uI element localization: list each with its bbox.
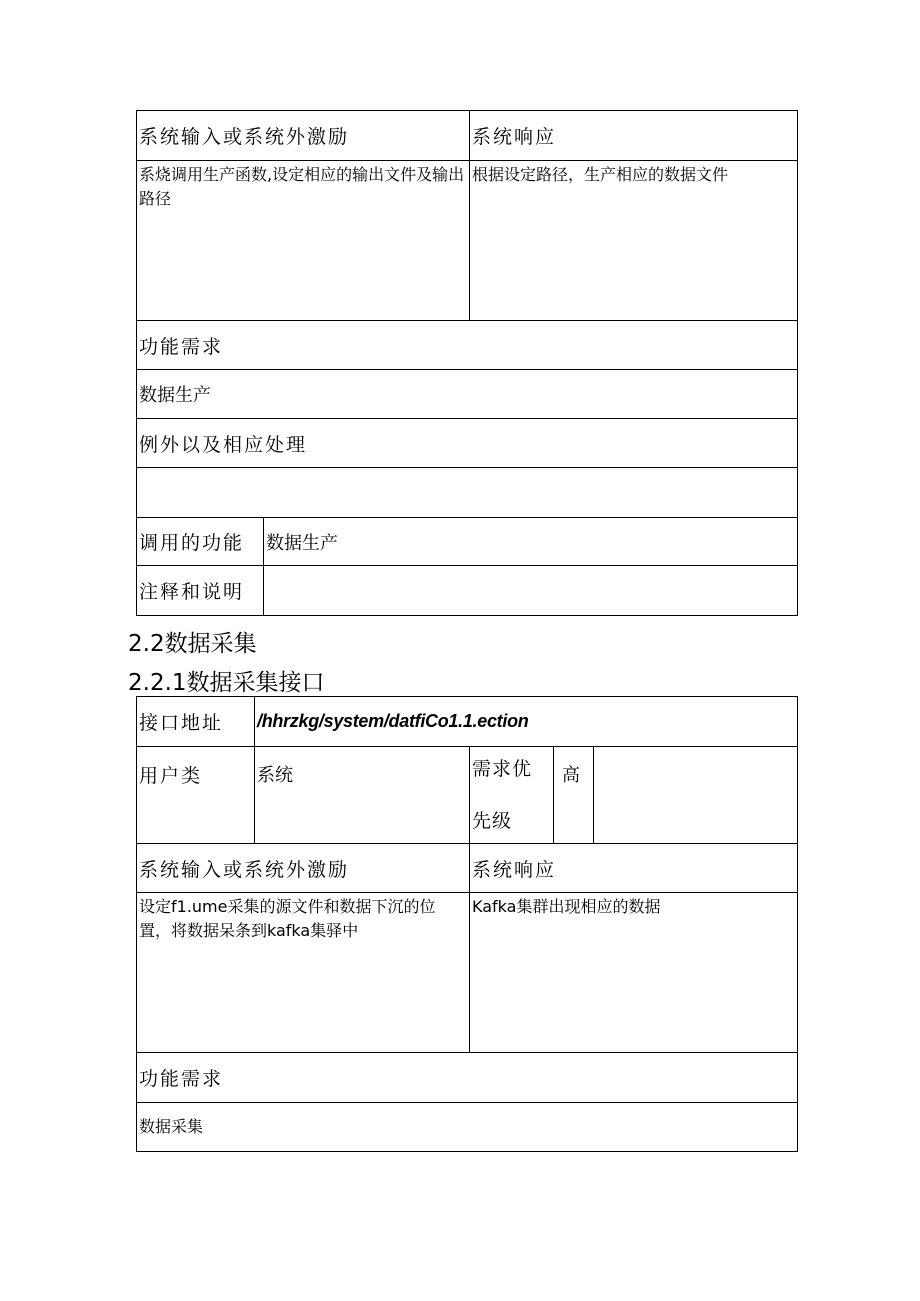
called-function-label-cell <box>137 518 264 566</box>
func-req-label-cell <box>137 321 798 370</box>
response-description-text-2: Kafka集群出现相应的数据 <box>472 897 661 916</box>
section-heading: 2.2数据采集 <box>128 631 257 657</box>
input-description-text: 系烧调用生产函数,设定相应的输出文件及输出路径 <box>139 165 465 208</box>
input-description-text-2: 设定f1.ume采集的源文件和数据下沉的位置，将数据呆条到kafka集驿中 <box>139 897 436 940</box>
response-header-cell <box>470 111 798 161</box>
func-req-label-cell-2 <box>137 1053 798 1103</box>
user-type-label-cell <box>137 747 255 844</box>
priority-label-line1: 需求优 <box>472 758 533 780</box>
requirements-table-data-production <box>136 110 798 616</box>
called-function-label: 调用的功能 <box>139 532 245 554</box>
called-function-value: 数据生产 <box>266 532 338 554</box>
user-type-label: 用户类 <box>139 765 203 787</box>
called-function-value-cell <box>264 518 798 566</box>
response-header-label-2: 系统响应 <box>472 858 557 881</box>
user-type-value-cell <box>255 747 470 844</box>
exception-label: 例外以及相应处理 <box>139 433 308 456</box>
subsection-heading: 2.2.1数据采集接口 <box>128 670 325 696</box>
interface-address-value-cell <box>255 697 798 747</box>
priority-label-line2: 先级 <box>472 810 513 832</box>
func-req-value: 数据生产 <box>139 385 211 406</box>
interface-address-value: /hhrzkg/system/datfiCo1.1.ection <box>257 711 529 731</box>
input-header-label-2: 系统输入或系统外激励 <box>139 858 350 881</box>
requirements-table-data-collection <box>136 696 798 1152</box>
input-header-label: 系统输入或系统外激励 <box>139 126 350 148</box>
response-description-cell <box>470 161 798 321</box>
func-req-value-2: 数据采集 <box>139 1117 204 1136</box>
notes-label-cell <box>137 566 264 616</box>
response-header-cell-2 <box>470 844 798 893</box>
notes-value-cell <box>264 566 798 616</box>
func-req-value-cell <box>137 370 798 419</box>
input-header-cell <box>137 111 470 161</box>
user-type-value: 系统 <box>257 765 293 786</box>
priority-label-cell <box>470 747 554 844</box>
response-description-cell-2 <box>470 893 798 1053</box>
func-req-value-cell-2 <box>137 1103 798 1152</box>
input-header-cell-2 <box>137 844 470 893</box>
priority-blank-cell <box>594 747 798 844</box>
input-description-cell <box>137 161 470 321</box>
priority-value-cell <box>554 747 594 844</box>
priority-value: 高 <box>562 765 580 786</box>
interface-address-label-cell <box>137 697 255 747</box>
notes-label: 注释和说明 <box>139 581 245 603</box>
func-req-label: 功能需求 <box>139 335 224 358</box>
response-header-label: 系统响应 <box>472 126 557 148</box>
response-description-text: 根据设定路径，生产相应的数据文件 <box>472 165 729 184</box>
func-req-label-2: 功能需求 <box>139 1068 224 1090</box>
input-description-cell-2 <box>137 893 470 1053</box>
exception-label-cell <box>137 419 798 468</box>
interface-address-label: 接口地址 <box>139 712 224 734</box>
exception-value-cell <box>137 468 798 518</box>
